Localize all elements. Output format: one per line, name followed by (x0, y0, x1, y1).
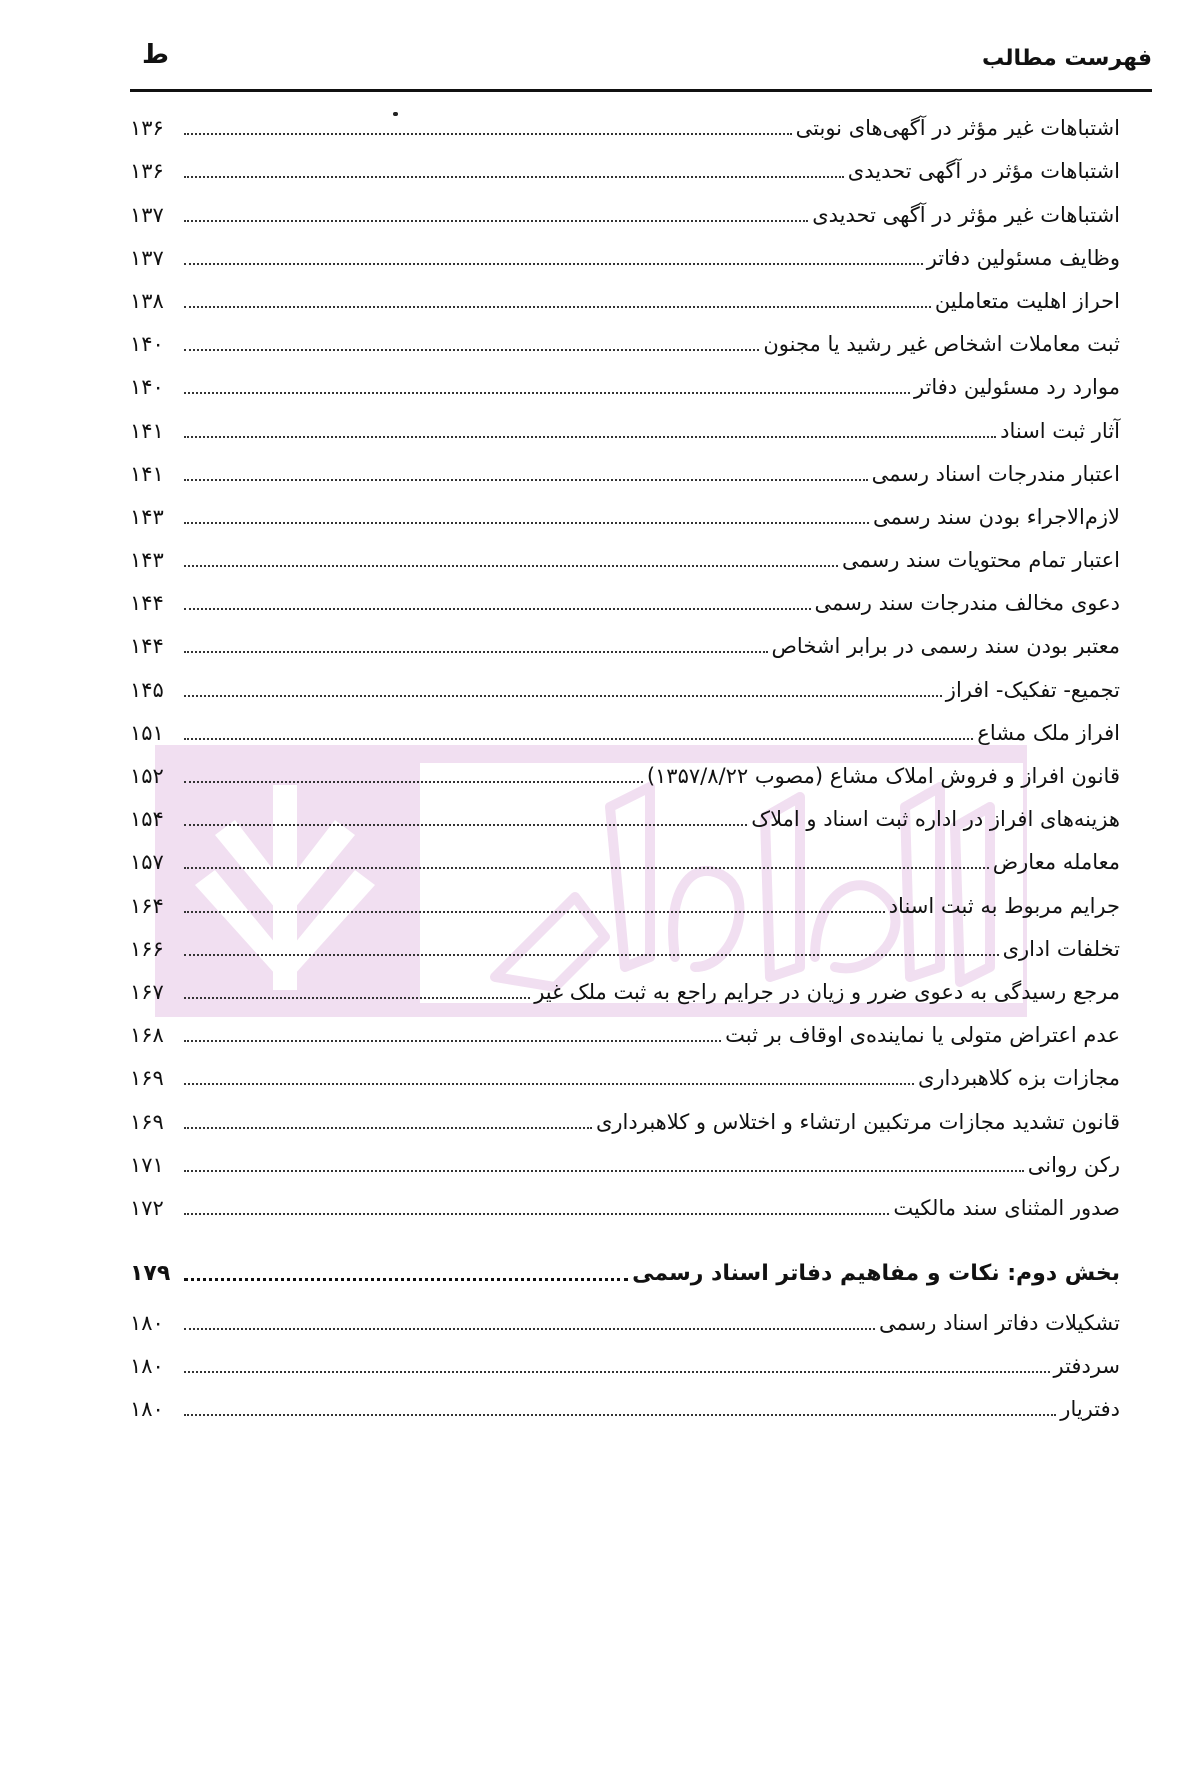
toc-entry[interactable] (130, 316, 1120, 359)
dot-leader (184, 565, 838, 567)
toc-entry-page: ۱۳۶ (130, 116, 164, 141)
toc-entry-page: ۱۵۲ (130, 764, 164, 788)
dot-leader (184, 220, 808, 222)
section-title: بخش دوم: نکات و مفاهیم دفاتر اسناد رسمی (632, 1260, 1120, 1286)
dot-leader (184, 1371, 1050, 1373)
toc-entry-title: مرجع رسیدگی به دعوی ضرر و زیان در جرایم راجع به ثبت ملک غیر (534, 979, 1120, 1004)
toc-entry-title: تشکیلات دفاتر اسناد رسمی (879, 1311, 1120, 1336)
toc-entry[interactable] (130, 1180, 1120, 1223)
toc-entry[interactable] (130, 705, 1120, 748)
toc-entry-title: قانون افراز و فروش املاک مشاع (مصوب ۱۳۵۷/۸/۲۲) (646, 764, 1120, 788)
toc-entry-page: ۱۴۰ (130, 375, 164, 400)
header-title: فهرست مطالب (981, 46, 1152, 71)
toc-entry[interactable] (130, 359, 1120, 402)
dot-leader (184, 911, 885, 913)
dot-leader (184, 133, 792, 135)
dot-leader (184, 1328, 875, 1330)
dot-leader (184, 738, 973, 740)
toc-entry[interactable] (130, 834, 1120, 877)
dot-leader (184, 867, 989, 869)
toc-entry-page: ۱۴۰ (130, 332, 164, 357)
dot-leader (184, 522, 869, 524)
dot-leader (184, 1083, 914, 1085)
toc-entry-page: ۱۵۱ (130, 720, 164, 745)
dot-leader (184, 436, 996, 438)
toc-entry-title: قانون تشدید مجازات مرتکبین ارتشاء و اختلاس و کلاهبرداری (595, 1109, 1120, 1134)
toc-entry[interactable] (130, 446, 1120, 489)
toc-entry-title: تجمیع- تفکیک- افراز (945, 677, 1120, 702)
toc-entry-page: ۱۸۰ (130, 1354, 164, 1379)
toc-entry-page: ۱۶۷ (130, 979, 164, 1004)
toc-entry-page: ۱۳۷ (130, 245, 164, 270)
toc-entry-title: اشتباهات غیر مؤثر در آگهی‌های نوبتی (795, 116, 1120, 141)
toc-entry-title: ثبت معاملات اشخاص غیر رشید یا مجنون (763, 332, 1120, 357)
toc-entry-page: ۱۶۴ (130, 893, 164, 918)
dot-leader (184, 954, 999, 956)
toc-entry-title: اشتباهات غیر مؤثر در آگهی تحدیدی (812, 202, 1120, 227)
toc-entry-page: ۱۶۶ (130, 936, 164, 961)
header-page-number: ط (142, 40, 170, 70)
toc-entry-page: ۱۶۸ (130, 1023, 164, 1048)
toc-entry-page: ۱۸۰ (130, 1311, 164, 1336)
toc-entry[interactable] (130, 964, 1120, 1007)
dot-leader (184, 1040, 721, 1042)
toc-entry-page: ۱۸۰ (130, 1397, 164, 1422)
dot-leader (184, 1127, 592, 1129)
toc-entry-title: معامله معارض (992, 850, 1120, 875)
toc-entry[interactable] (130, 575, 1120, 618)
toc-entry-page: ۱۴۳ (130, 504, 164, 529)
toc-entry[interactable] (130, 1093, 1120, 1136)
toc-section-heading[interactable] (130, 1229, 1120, 1289)
toc-entry[interactable] (130, 1050, 1120, 1093)
toc-entry-title: آثار ثبت اسناد (1000, 418, 1120, 443)
toc-entry-title: تخلفات اداری (1002, 936, 1120, 961)
dot-leader (184, 781, 643, 783)
dot-leader (184, 479, 868, 481)
dot-leader (184, 1170, 1024, 1172)
toc-entry-title: اعتبار تمام محتویات سند رسمی (841, 548, 1120, 573)
toc-entry-page: ۱۴۴ (130, 634, 164, 659)
toc-entry-title: سردفتر (1053, 1354, 1120, 1379)
toc-entry-page: ۱۴۱ (130, 418, 164, 443)
toc-entry[interactable] (130, 1007, 1120, 1050)
dot-leader (184, 349, 759, 351)
toc-entry-title: رکن روانی (1027, 1152, 1120, 1177)
toc-entry-page: ۱۳۷ (130, 202, 164, 227)
toc-entry-page: ۱۷۲ (130, 1195, 164, 1220)
toc-entry-title: احراز اهلیت متعاملین (934, 288, 1120, 313)
toc-entry-title: لازم‌الاجراء بودن سند رسمی (872, 504, 1120, 529)
dot-leader (184, 608, 811, 610)
dot-leader (184, 1213, 889, 1215)
toc-entry[interactable] (130, 791, 1120, 834)
toc-entry-page: ۱۶۹ (130, 1109, 164, 1134)
toc-entry-page: ۱۴۴ (130, 591, 164, 616)
toc-entry-title: مجازات بزه کلاهبرداری (917, 1066, 1120, 1091)
toc-entry[interactable] (130, 921, 1120, 964)
toc-entry-title: دعوی مخالف مندرجات سند رسمی (814, 591, 1120, 616)
toc-entry-title: هزینه‌های افراز در اداره ثبت اسناد و املاک (751, 807, 1120, 832)
toc-entry[interactable] (130, 273, 1120, 316)
toc-entry[interactable] (130, 1338, 1120, 1381)
toc-entry-page: ۱۳۸ (130, 288, 164, 313)
header-divider (130, 89, 1152, 92)
dot-leader (184, 306, 931, 308)
toc-entry-title: معتبر بودن سند رسمی در برابر اشخاص (771, 634, 1120, 659)
toc-entry[interactable] (130, 1381, 1120, 1424)
toc-entry[interactable] (130, 661, 1120, 704)
dot-leader (184, 392, 910, 394)
toc-entry[interactable] (130, 186, 1120, 229)
toc-entry-page: ۱۷۱ (130, 1152, 164, 1177)
dot-leader (184, 651, 768, 653)
toc-entry-title: افراز ملک مشاع (977, 720, 1120, 745)
toc-entry[interactable] (130, 1295, 1120, 1338)
toc-entry-page: ۱۴۵ (130, 677, 164, 702)
toc-entry[interactable] (130, 402, 1120, 445)
toc-entry-title: جرایم مربوط به ثبت اسناد (888, 893, 1120, 918)
dot-leader (184, 1414, 1056, 1416)
toc-entry-page: ۱۵۴ (130, 807, 164, 832)
toc-entry[interactable] (130, 489, 1120, 532)
toc-entry-page: ۱۶۹ (130, 1066, 164, 1091)
toc-entry[interactable] (130, 230, 1120, 273)
toc-entry-title: دفتریار (1060, 1397, 1120, 1422)
page-header (130, 38, 1152, 90)
table-of-contents (130, 100, 1120, 1424)
dot-leader (184, 263, 923, 265)
dot-leader (184, 997, 530, 999)
dot-leader (184, 1278, 628, 1281)
section-page: ۱۷۹ (130, 1260, 171, 1286)
toc-entry-title: عدم اعتراض متولی یا نماینده‌ی اوقاف بر ثبت (725, 1023, 1120, 1048)
toc-entry-title: اعتبار مندرجات اسناد رسمی (871, 461, 1120, 486)
toc-entry-page: ۱۴۳ (130, 548, 164, 573)
toc-entry-title: اشتباهات مؤثر در آگهی تحدیدی (847, 159, 1120, 184)
toc-entry[interactable] (130, 618, 1120, 661)
toc-entry-title: وظایف مسئولین دفاتر (926, 245, 1120, 270)
toc-entry[interactable] (130, 100, 1120, 143)
toc-entry[interactable] (130, 877, 1120, 920)
toc-entry[interactable] (130, 1137, 1120, 1180)
toc-entry-page: ۱۵۷ (130, 850, 164, 875)
toc-entry[interactable] (130, 748, 1120, 791)
toc-entry[interactable] (130, 532, 1120, 575)
toc-entry-title: صدور المثنای سند مالکیت (893, 1195, 1120, 1220)
toc-entry[interactable] (130, 143, 1120, 186)
dot-leader (184, 824, 747, 826)
dot-leader (184, 176, 844, 178)
toc-entry-page: ۱۳۶ (130, 159, 164, 184)
toc-entry-page: ۱۴۱ (130, 461, 164, 486)
toc-entry-title: موارد رد مسئولین دفاتر (913, 375, 1120, 400)
dot-leader (184, 695, 942, 697)
